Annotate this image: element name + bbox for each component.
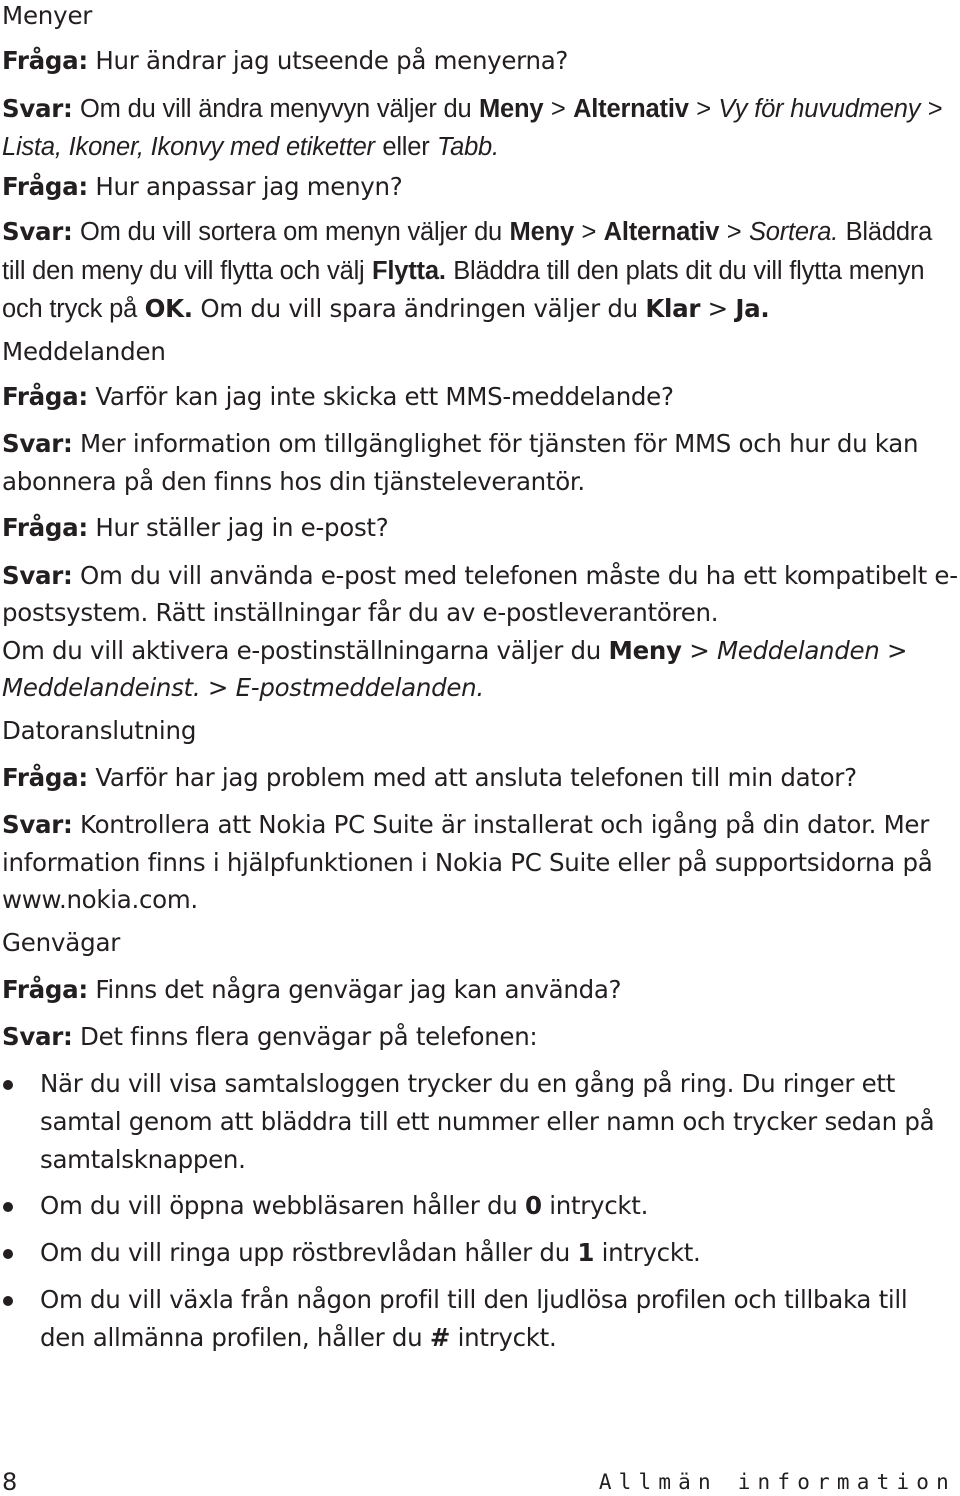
question-text: Varför kan jag inte skicka ett MMS-meddelande? (95, 381, 674, 411)
list-item-text: Om du vill öppna webbläsaren håller du (40, 1190, 518, 1220)
question-label: Fråga: (2, 762, 88, 792)
question-text: Hur ställer jag in e-post? (95, 513, 389, 542)
question-paragraph (2, 42, 958, 80)
section-genvagar (2, 928, 958, 1357)
question-label: Fråga: (2, 171, 88, 201)
answer-label: Svar: (2, 217, 73, 246)
path-separator: > (927, 94, 943, 123)
answer-text: Om du vill sortera om menyn väljer du (80, 218, 503, 246)
list-item-text: Om du vill ringa upp röstbrevlådan håller du (40, 1237, 570, 1267)
menu-path-item: Lista, Ikoner, Ikonvy med etiketter (2, 133, 375, 161)
menu-path-item: Tabb. (437, 133, 499, 161)
document-page (2, 0, 958, 1357)
list-item (2, 1234, 958, 1272)
answer-paragraph (2, 806, 958, 919)
list-item-text: intryckt. (601, 1237, 701, 1267)
menu-path-item: Meny (608, 635, 682, 665)
list-item-text: intryckt. (549, 1190, 649, 1220)
answer-paragraph (2, 213, 958, 329)
answer-text: eller (382, 133, 430, 161)
question-label: Fråga: (2, 974, 88, 1004)
question-paragraph (2, 509, 958, 547)
question-text: Hur anpassar jag menyn? (95, 171, 403, 201)
path-separator: > (707, 294, 728, 323)
section-heading: Meddelanden (2, 336, 166, 366)
answer-text: Mer information om tillgänglighet för tjänsten för MMS och hur du kan abonnera på den finns hos din tjänsteleverantör. (2, 429, 919, 496)
menu-path-item: Alternativ (573, 94, 689, 123)
question-label: Fråga: (2, 381, 88, 411)
bullet-icon (3, 1249, 13, 1259)
answer-text: Bläddra till den meny du vill flytta och välj (2, 218, 933, 285)
path-separator: > (887, 635, 908, 665)
key-label: OK. (144, 294, 193, 323)
menu-path-item: Meddelandeinst. (2, 673, 201, 702)
key-label: # (429, 1322, 451, 1352)
path-separator: > (207, 673, 229, 702)
question-text: Varför har jag problem med att ansluta telefonen till min dator? (95, 762, 857, 792)
path-separator: > (696, 94, 711, 123)
answer-paragraph (2, 1018, 958, 1056)
answer-paragraph (2, 90, 958, 167)
section-menyer (2, 1, 958, 329)
key-label: 0 (524, 1190, 542, 1220)
menu-path-item: E-postmeddelanden. (235, 673, 484, 702)
page-number: 8 (2, 1468, 18, 1496)
answer-label: Svar: (2, 93, 73, 123)
answer-text: Om du vill ändra menyvyn väljer du (80, 94, 472, 123)
list-item-text: Om du vill växla från någon profil till den ljudlösa profilen och tillbaka till den allmänna profilen, håller du (40, 1284, 908, 1352)
list-item-text: När du vill visa samtalsloggen trycker du en gång på ring. Du ringer ett samtal genom att bläddra till ett nummer eller namn och trycker sedan på samtalsknappen. (40, 1068, 935, 1174)
running-footer-title: Allmän information (598, 1470, 956, 1494)
answer-text: Om du vill aktivera e-postinställningarna väljer du (2, 635, 601, 665)
question-paragraph (2, 378, 958, 416)
menu-path-item: Flytta. (372, 256, 446, 285)
menu-path-item: Ja. (735, 294, 770, 323)
list-item (2, 1187, 958, 1225)
answer-paragraph (2, 632, 958, 707)
shortcut-list (2, 1065, 958, 1357)
answer-text: Bläddra till den plats dit du vill flytta menyn och tryck på (2, 256, 925, 323)
bullet-icon (3, 1296, 13, 1306)
answer-paragraph (2, 425, 958, 500)
answer-text: Det finns flera genvägar på telefonen: (80, 1022, 538, 1051)
question-text: Finns det några genvägar jag kan använda? (95, 974, 622, 1004)
key-label: 1 (577, 1237, 595, 1267)
menu-path-item: Vy för huvudmeny (718, 94, 921, 123)
section-heading: Menyer (2, 1, 93, 30)
answer-label: Svar: (2, 810, 73, 839)
section-datoranslutning (2, 716, 958, 919)
section-heading: Genvägar (2, 927, 121, 957)
answer-text: Kontrollera att Nokia PC Suite är installerat och igång på din dator. Mer information finns i hjälpfunktionen i Nokia PC Suite eller på supportsidorna på www.nokia.com. (2, 810, 933, 914)
question-paragraph (2, 759, 958, 797)
menu-path-item: Meny (478, 94, 544, 123)
answer-label: Svar: (2, 429, 73, 458)
section-meddelanden (2, 337, 958, 707)
menu-path-item: Meny (509, 218, 574, 246)
question-text: Hur ändrar jag utseende på menyerna? (95, 46, 569, 75)
list-item (2, 1065, 958, 1179)
menu-path-item: Klar (645, 294, 701, 323)
list-item-text: intryckt. (457, 1322, 557, 1352)
path-separator: > (550, 94, 566, 123)
bullet-icon (3, 1080, 13, 1090)
answer-paragraph (2, 557, 958, 632)
list-item (2, 1281, 958, 1357)
menu-path-item: Sortera. (748, 218, 839, 246)
answer-text: Om du vill använda e-post med telefonen måste du ha ett kompatibelt e-postsystem. Rätt inställningar får du av e-postleverantören. (2, 560, 958, 627)
path-separator: > (726, 218, 742, 246)
question-paragraph (2, 168, 958, 206)
answer-text: Om du vill spara ändringen väljer du (200, 294, 638, 323)
question-paragraph (2, 971, 958, 1009)
menu-path-item: Meddelanden (716, 635, 880, 665)
path-separator: > (689, 635, 710, 665)
menu-path-item: Alternativ (603, 218, 720, 246)
path-separator: > (581, 218, 597, 246)
answer-label: Svar: (2, 560, 73, 590)
bullet-icon (3, 1202, 13, 1212)
section-heading: Datoranslutning (2, 715, 197, 745)
answer-label: Svar: (2, 1022, 73, 1051)
question-label: Fråga: (2, 513, 88, 542)
question-label: Fråga: (2, 46, 88, 75)
